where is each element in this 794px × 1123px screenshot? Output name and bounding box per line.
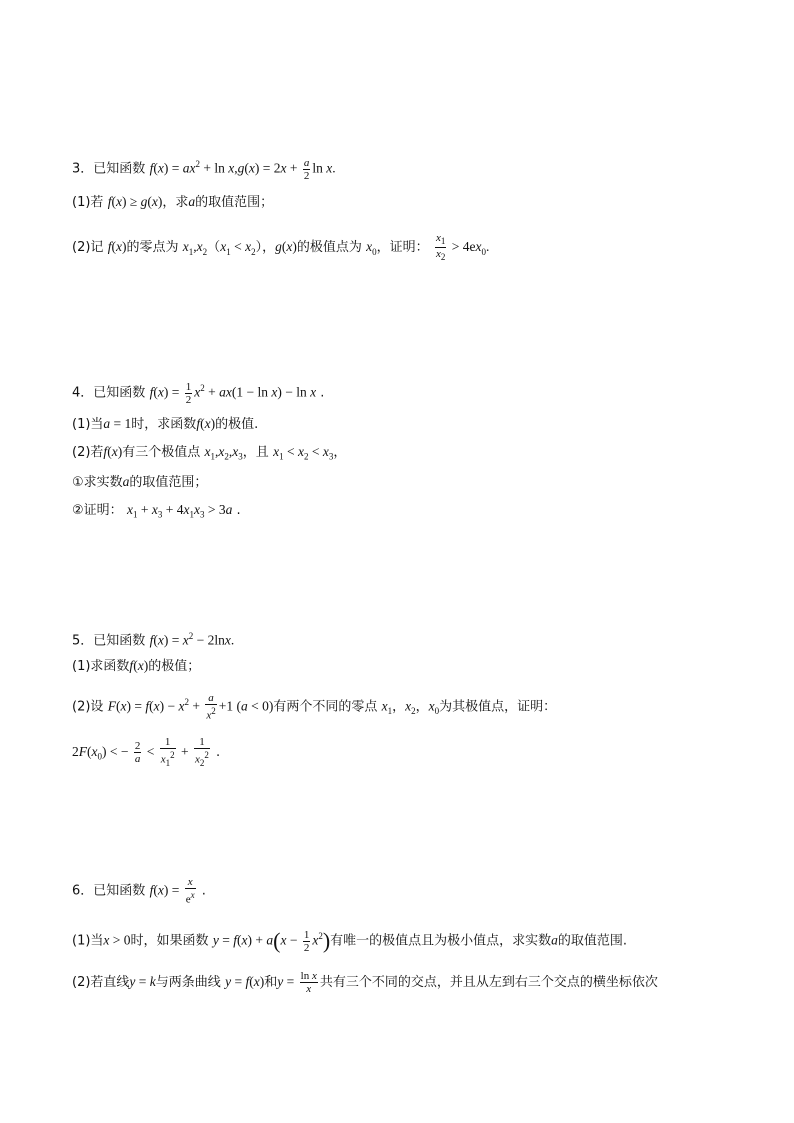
problem-5-part-2: (2)设 $F(x) = f(x) - x^2$ + $\frac{a}{x^2}$ +1 (a < 0)有两个不同的零点 $x_1$，$x_2$，$x_0$为其极值点，证明： [72,692,557,722]
formula-f: f [149,160,154,176]
problem-3-intro: 已知函数 [93,161,146,177]
problem-3-part-2: (2)记 f(x)的零点为 $x_1,x_2(x_1 < x_2)$，g(x)的极值点为 $x_0$，证明： $\frac{x_1}{x_2}$ > $4ex_0$. [72,232,490,263]
problem-4-part-1: (1)当a = 1时，求函数f(x)的极值. [72,416,259,432]
problem-5-part-1: (1)求函数f(x)的极值； [72,658,201,674]
problem-3-stem: 3．已知函数 $f(x) = ax^2 + \ln x,g(x) = 2x$ + $\frac{a}{2}$ ln x. [72,156,336,182]
problem-5-stem: 5．已知函数 $f(x) = x^2 - 2\ln x$. [72,631,235,649]
problem-4-stem: 4．已知函数 f(x) = $\frac{1}{2}$ $x^2 + ax(1 - \ln x) - \ln x$ . [72,380,325,406]
problem-3-part-1: (1)若 f(x) ≥ g(x)，求a的取值范围； [72,194,274,210]
problem-4-part-2: (2)若f(x)有三个极值点 $x_1,x_2,x_3$，且 $x_1 < x_2 < x_3$， [72,444,347,462]
problem-5-inequality: $2F(x_0)$ < − $\frac{2}{a}$ < $\frac{1}{x_1^2}$ + $\frac{1}{x_2^2}$ . [72,736,221,768]
problem-3-number: 3． [72,161,94,177]
fraction-x1-over-x2: $\frac{x_1}{x_2}$ [435,232,446,263]
fraction-a-over-2: $\frac{a}{2}$ [303,156,310,182]
problem-4-subpart-2: ②证明： $x_1 + x_3 + 4x_1x_3 > 3a$ . [72,502,241,520]
problem-4-subpart-1: ①求实数a的取值范围； [72,474,208,490]
problem-6-stem: 6．已知函数 f(x) = $\frac{x}{e^x}$ . [72,876,206,906]
problem-6-part-2: (2)若直线y = k与两条曲线 y = f(x)和y = $\frac{\text{ln x}}{x}$ 共有三个不同的交点，并且从左到右三个交点的横坐标依次 [72,970,658,995]
problem-6-part-1: (1)当x > 0时，如果函数 y = f(x) + a(x − $\frac{1}{2}$ $x^2$)有唯一的极值点且为极小值点，求实数a的取值范围. [72,928,628,954]
